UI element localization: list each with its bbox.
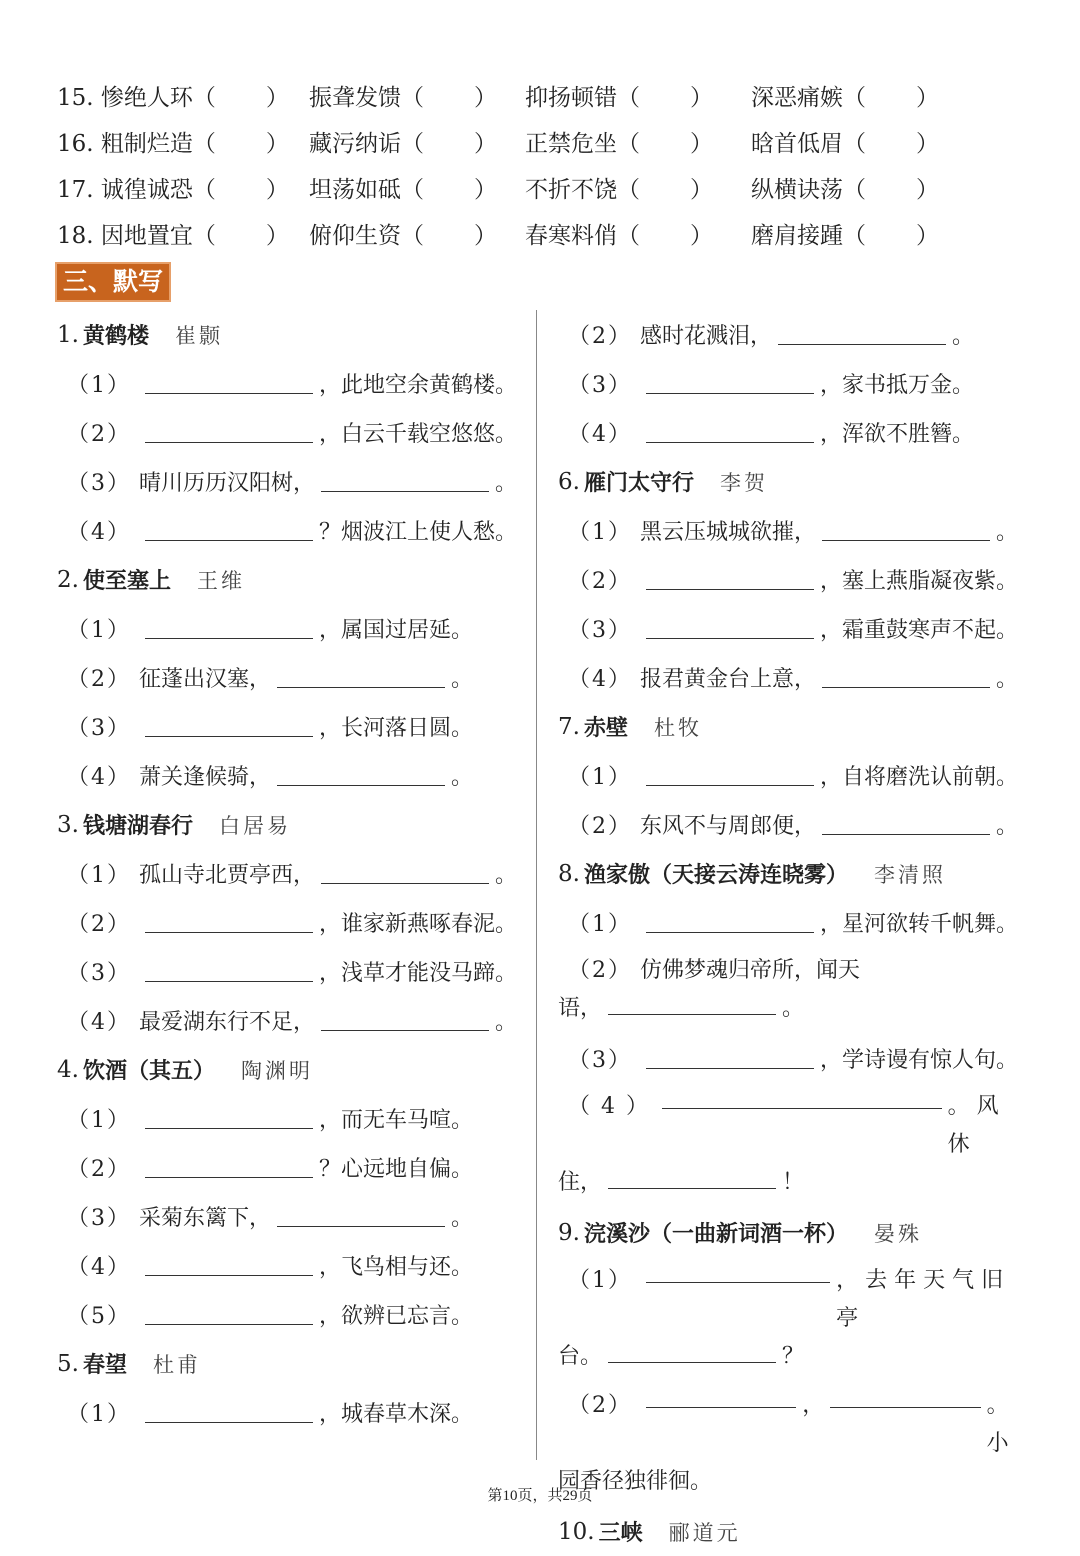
poem-title: 10. 三峡 郦道元 xyxy=(558,1518,741,1546)
page-footer: 第10页，共29页 xyxy=(487,1488,593,1504)
answer-parens[interactable]: （ ） xyxy=(192,130,289,157)
fill-line: （3） 晴川历历汉阳树， 。 xyxy=(67,471,517,496)
fill-line: （1） ，此地空余黄鹤楼。 xyxy=(67,373,518,398)
item-number: 15. xyxy=(57,84,94,111)
answer-blank[interactable] xyxy=(646,618,814,639)
idiom-text: 坦荡如砥 xyxy=(309,176,401,203)
answer-blank[interactable] xyxy=(277,667,445,688)
answer-blank[interactable] xyxy=(145,1108,313,1129)
idiom-text: 因地置宜 xyxy=(100,222,193,249)
answer-parens[interactable]: （ ） xyxy=(617,84,713,111)
answer-blank[interactable] xyxy=(822,667,990,688)
answer-blank[interactable] xyxy=(321,471,489,492)
poem-title: 5. 春望 杜甫 xyxy=(57,1350,201,1378)
poem-title: 9. 浣溪沙（一曲新词酒一杯） 晏殊 xyxy=(558,1219,922,1247)
fill-line: （2） 感时花溅泪， 。 xyxy=(568,324,975,349)
idiom-item xyxy=(525,217,751,250)
poem-title: 2. 使至塞上 王维 xyxy=(57,566,245,594)
answer-blank[interactable] xyxy=(145,373,313,394)
answer-blank[interactable] xyxy=(646,1048,814,1069)
idiom-text: 粗制烂造 xyxy=(100,130,193,157)
idiom-item xyxy=(309,79,525,112)
poem-title: 3. 钱塘湖春行 白居易 xyxy=(57,811,291,839)
poem-title: 7. 赤壁 杜牧 xyxy=(558,713,702,741)
idiom-item xyxy=(525,171,751,204)
idiom-item xyxy=(525,79,751,112)
fill-line: （4） 最爱湖东行不足， 。 xyxy=(67,1010,517,1035)
fill-line: （1） ，城春草木深。 xyxy=(67,1402,474,1427)
idiom-item xyxy=(57,125,309,158)
answer-blank[interactable] xyxy=(277,765,445,786)
fill-line: （3） 采菊东篱下， 。 xyxy=(67,1206,474,1231)
fill-line: （1） ，而无车马喧。 xyxy=(67,1108,474,1133)
answer-blank[interactable] xyxy=(608,994,776,1015)
fill-line: （1） 孤山寺北贾亭西， 。 xyxy=(67,863,517,888)
fill-line: （3） ，家书抵万金。 xyxy=(568,373,975,398)
fill-line: （1） ，星河欲转千帆舞。 xyxy=(568,912,1019,937)
idiom-row xyxy=(57,72,1037,118)
answer-blank[interactable] xyxy=(778,324,946,345)
fill-line: （3） ，学诗谩有惊人句。 xyxy=(568,1048,1019,1073)
idiom-item xyxy=(309,217,525,250)
idiom-row xyxy=(57,210,1037,256)
poem-title: 8. 渔家傲（天接云涛连晓雾） 李清照 xyxy=(558,860,946,888)
poem-title: 4. 饮酒（其五） 陶渊明 xyxy=(57,1056,313,1084)
answer-blank[interactable] xyxy=(145,1255,313,1276)
fill-line: （3） ，浅草才能没马蹄。 xyxy=(67,961,518,986)
answer-blank[interactable] xyxy=(822,520,990,541)
answer-parens[interactable]: （ ） xyxy=(401,84,497,111)
answer-blank[interactable] xyxy=(830,1387,980,1408)
column-divider xyxy=(536,310,537,1460)
idiom-text: 惨绝人环 xyxy=(100,84,193,111)
answer-blank[interactable] xyxy=(608,1168,776,1189)
answer-blank[interactable] xyxy=(822,814,990,835)
idiom-text: 诚徨诚恐 xyxy=(100,176,193,203)
answer-blank[interactable] xyxy=(145,1402,313,1423)
idiom-text: 不折不饶 xyxy=(525,176,617,203)
idiom-item xyxy=(57,171,309,204)
idiom-text: 振聋发馈 xyxy=(309,84,401,111)
idiom-text: 晗首低眉 xyxy=(751,130,843,157)
answer-parens[interactable]: （ ） xyxy=(617,222,713,249)
idiom-text: 磨肩接踵 xyxy=(751,222,843,249)
answer-blank[interactable] xyxy=(321,1010,489,1031)
idiom-row xyxy=(57,118,1037,164)
idiom-text: 纵横诀荡 xyxy=(751,176,843,203)
answer-parens[interactable]: （ ） xyxy=(192,176,289,203)
answer-parens[interactable]: （ ） xyxy=(192,84,289,111)
answer-blank[interactable] xyxy=(145,520,313,541)
answer-blank[interactable] xyxy=(145,422,313,443)
answer-blank[interactable] xyxy=(646,1262,830,1283)
fill-line: （2） ，白云千载空悠悠。 xyxy=(67,422,518,447)
fill-line: （4） ，飞鸟相与还。 xyxy=(67,1255,474,1280)
idiom-row xyxy=(57,164,1037,210)
idiom-item xyxy=(751,125,951,158)
answer-blank[interactable] xyxy=(646,422,814,443)
answer-blank[interactable] xyxy=(646,765,814,786)
poem-title: 1. 黄鹤楼 崔颢 xyxy=(57,321,223,349)
answer-blank[interactable] xyxy=(646,1387,796,1408)
fill-line: （2） 东风不与周郎便， 。 xyxy=(568,814,1018,839)
fill-line: （2） ，谁家新燕啄春泥。 xyxy=(67,912,518,937)
idiom-text: 深恶痛嫉 xyxy=(751,84,843,111)
fill-line: （1） ，自将磨洗认前朝。 xyxy=(568,765,1019,790)
answer-blank[interactable] xyxy=(662,1088,941,1109)
right-column xyxy=(558,310,1018,1556)
fill-line: （2） 征蓬出汉塞， 。 xyxy=(67,667,474,692)
answer-blank[interactable] xyxy=(145,716,313,737)
idiom-text: 俯仰生资 xyxy=(309,222,401,249)
answer-blank[interactable] xyxy=(608,1342,776,1363)
fill-line: （3） ，霜重鼓寒声不起。 xyxy=(568,618,1019,643)
idiom-text: 正禁危坐 xyxy=(525,130,617,157)
fill-line-wrapped: （ 4 ） 。 风 休 住， ！ xyxy=(558,1083,1018,1208)
answer-parens[interactable]: （ ） xyxy=(617,130,713,157)
answer-blank[interactable] xyxy=(321,863,489,884)
idiom-text: 春寒料俏 xyxy=(525,222,617,249)
answer-parens[interactable]: （ ） xyxy=(401,176,497,203)
answer-parens[interactable]: （ ） xyxy=(843,222,939,249)
fill-line: （1） 黑云压城城欲摧， 。 xyxy=(568,520,1018,545)
answer-parens[interactable]: （ ） xyxy=(401,222,497,249)
answer-blank[interactable] xyxy=(145,961,313,982)
answer-blank[interactable] xyxy=(145,618,313,639)
item-number: 17. xyxy=(57,176,94,203)
fill-line: （3） ，长河落日圆。 xyxy=(67,716,474,741)
answer-blank[interactable] xyxy=(145,1157,313,1178)
fill-line: （2） ，塞上燕脂凝夜紫。 xyxy=(568,569,1019,594)
fill-line-wrapped: （1） ， 去 年 天 气 旧 亭 台。 ？ xyxy=(558,1257,1018,1382)
answer-parens[interactable]: （ ） xyxy=(192,222,289,249)
answer-blank[interactable] xyxy=(646,373,814,394)
fill-line: （4） ？烟波江上使人愁。 xyxy=(67,520,518,545)
idiom-correction-list xyxy=(57,72,1037,256)
fill-line: （4） 报君黄金台上意， 。 xyxy=(568,667,1018,692)
fill-line-wrapped: （2） 仿佛梦魂归帝所，闻天 语， 。 xyxy=(558,958,861,1021)
idiom-item xyxy=(525,125,751,158)
fill-line: （4） 萧关逢候骑， 。 xyxy=(67,765,474,790)
poem-5-continued xyxy=(558,310,1018,457)
answer-parens[interactable]: （ ） xyxy=(843,176,939,203)
fill-line: （2） ？心远地自偏。 xyxy=(67,1157,474,1182)
answer-blank[interactable] xyxy=(646,912,814,933)
item-number: 16. xyxy=(57,130,94,157)
idiom-item xyxy=(751,79,951,112)
answer-blank[interactable] xyxy=(277,1206,445,1227)
fill-line: （4） ，浑欲不胜簪。 xyxy=(568,422,975,447)
fill-line: （5） ，欲辨已忘言。 xyxy=(67,1304,474,1329)
answer-parens[interactable]: （ ） xyxy=(401,130,497,157)
fill-line-wrapped: （2） ， 。小 园香径独徘徊。 xyxy=(558,1382,1018,1507)
idiom-item xyxy=(57,217,309,250)
answer-parens[interactable]: （ ） xyxy=(617,176,713,203)
idiom-item xyxy=(57,79,309,112)
left-column xyxy=(57,310,517,1437)
item-number: 18. xyxy=(57,222,94,249)
idiom-item xyxy=(751,171,951,204)
idiom-text: 抑扬顿错 xyxy=(525,84,617,111)
idiom-item xyxy=(309,171,525,204)
fill-line: （1） ，属国过居延。 xyxy=(67,618,474,643)
answer-blank[interactable] xyxy=(145,1304,313,1325)
answer-parens[interactable]: （ ） xyxy=(843,84,939,111)
answer-blank[interactable] xyxy=(646,569,814,590)
answer-blank[interactable] xyxy=(145,912,313,933)
idiom-item xyxy=(309,125,525,158)
idiom-text: 藏污纳诟 xyxy=(309,130,401,157)
answer-parens[interactable]: （ ） xyxy=(843,130,939,157)
poem-title: 6. 雁门太守行 李贺 xyxy=(558,468,768,496)
section-title: 三、默写 xyxy=(57,264,169,300)
idiom-item xyxy=(751,217,951,250)
